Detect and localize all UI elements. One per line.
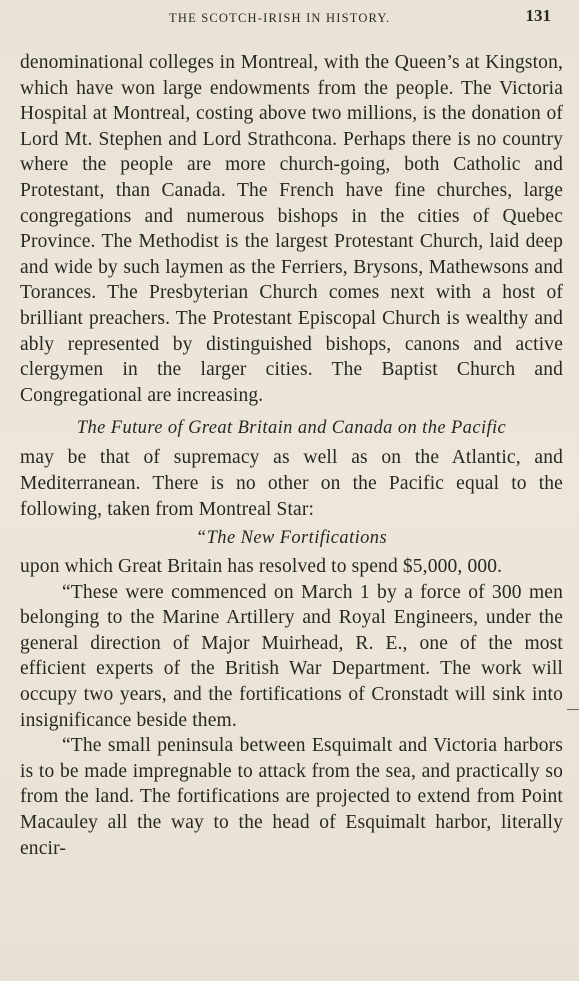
margin-mark <box>567 709 579 710</box>
paragraph-peninsula: “The small peninsula between Esquimalt and Victoria harbors is to be made impregnable to attack from the sea, and practically so from the land. The fortifications are projected to extend from Point Macauley all the way to the head of Esquimalt harbor, literally encir- <box>20 735 563 859</box>
paragraph-supremacy: may be that of supremacy as well as on the Atlantic, and Mediterranean. There is no other on the Pacific equal to the following, taken from Montreal Star: <box>20 447 563 520</box>
running-head: THE SCOTCH-IRISH IN HISTORY. <box>169 11 391 25</box>
paragraph-churches-canada: denominational colleges in Montreal, with the Queen’s at Kingston, which have won large endowments from the people. The Victoria Hospital at Montreal, costing above two millions, is the donation of Lord Mt. Stephen and Lord Strathcona. Perhaps there is no country where the people are more church-going, both Catholic and Protestant, than Canada. The French have fine churches, large congregations and numerous bishops in the cities of Quebec Province. The Methodist is the largest Protestant Church, laid deep and wide by such laymen as the Ferriers, Brysons, Mathewsons and Torances. The Presbyterian Church comes next with a host of brilliant preachers. The Protestant Episcopal Church is wealthy and ably represented by distinguished bishops, canons and active clergymen in the larger cities. The Baptist Church and Congregational are increasing. <box>20 52 563 406</box>
section-heading-future-pacific: The Future of Great Britain and Canada on the Pacific <box>76 418 507 439</box>
page-body <box>20 50 563 861</box>
paragraph-commenced: “These were commenced on March 1 by a force of 300 men belonging to the Marine Artillery and Royal Engineers, under the general direction of Major Muirhead, R. E., one of the most efficient experts of the British War Department. The work will occupy two years, and the fortifications of Cronstadt will sink into insignificance beside them. <box>20 581 563 731</box>
page-number: 131 <box>525 6 551 25</box>
page-header <box>20 0 563 40</box>
quote-heading-fortifications: “The New Fortifications <box>195 528 388 549</box>
paragraph-spend: upon which Great Britain has resolved to spend $5,000, 000. <box>20 556 503 578</box>
